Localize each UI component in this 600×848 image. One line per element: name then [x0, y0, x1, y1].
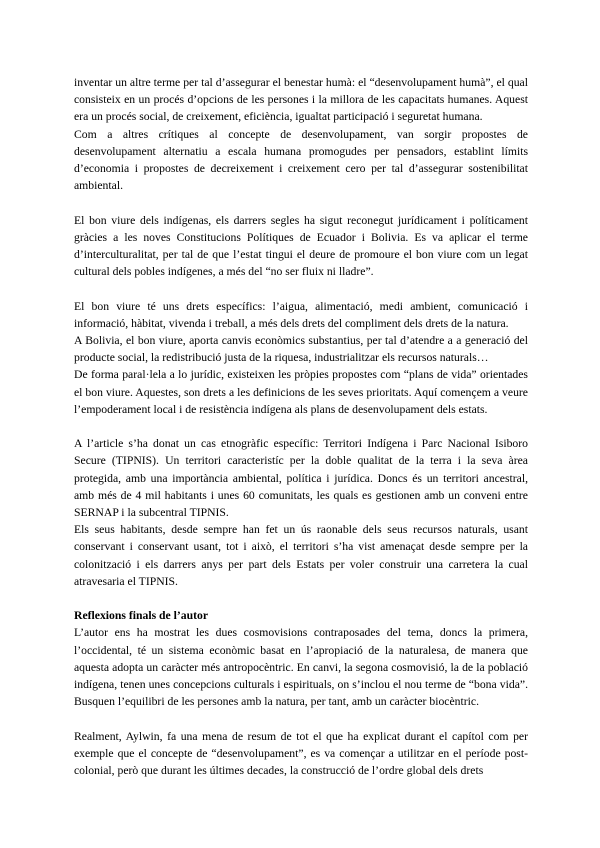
- paragraph-human-development: inventar un altre terme per tal d’assegurar el benestar humà: el “desenvolupament humà”, el qual consisteix en un procés d’opcions de les persones i la millora de les capacitats humanes. Aquest era un procés social, de creixement, eficiència, igualtat participació i seguretat humana.: [74, 76, 528, 124]
- paragraph-two-cosmovisions: L’autor ens ha mostrat les dues cosmovisions contraposades del tema, doncs la primera, l’occidental, té un sistema econòmic basat en l’apropiació de la naturalesa, de manera que aquesta adopta un caràcter més antropocèntric. En canvi, la segona cosmovisió, la de la població indígena, tenen unes concepcions culturals i espirituals, on s’inclou el nou terme de “bona vida”. Busquen l’equilibri de les persones amb la natura, per tant, amb un caràcter biocèntric.: [74, 626, 528, 709]
- section-heading-final-reflections: Reflexions finals de l’autor: [74, 609, 209, 623]
- paragraph-good-living-recognition: El bon viure dels indígenas, els darrers segles ha sigut reconegut jurídicament i políticament gràcies a les noves Constitucions Polítiques de Ecuador i Bolivia. Es va aplicar el terme d’interculturalitat, per tal de que l’estat tingui el deure de promoure el bon viure com un legat cultural dels pobles indígenes, a més del “no ser fluix ni lladre”.: [74, 213, 528, 279]
- paragraph-aylwin-summary: Realment, Aylwin, fa una mena de resum de tot el que ha explicat durant el capítol com per exemple que el concepte de “desenvolupament”, es va començar a utilitzar en el període post-colonial, però que durant les últimes decades, la construcció de l’ordre global dels drets: [74, 729, 528, 778]
- document-page: [74, 74, 528, 779]
- paragraph-good-living-rights: El bon viure té uns drets específics: l’aigua, alimentació, medi ambient, comunicació i informació, hàbitat, vivenda i treball, a més dels drets del compliment dels drets de la natura.: [74, 299, 528, 330]
- paragraph-tipnis-case: A l’article s’ha donat un cas etnogràfic específic: Territori Indígena i Parc Nacional Isiboro Secure (TIPNIS). Un territori caracteristíc per la doble qualitat de la terra i la seva àrea protegida, amb una importància ambiental, política i jurídica. Doncs és un territori ancestral, amb més de 4 mil habitants i unes 60 comunitats, les quals es gestionen amb un conveni entre SERNAP i la subcentral TIPNIS.: [74, 437, 528, 520]
- paragraph-alternative-development: Com a altres crítiques al concepte de desenvolupament, van sorgir propostes de desenvolupament alternatiu a escala humana promogudes per pensadors, establint límits d’economia i propostes de decreixement i creixement cero per tal d’assegurar sostenibilitat ambiental.: [74, 127, 528, 193]
- paragraph-tipnis-inhabitants: Els seus habitants, desde sempre han fet un ús raonable dels seus recursos naturals, usant conservant i conservant usant, tot i això, el territori s’ha vist amenaçat desde sempre per la colonització i els darrers anys per part dels Estats per voler construir una carretera la cual atravesaria el TIPNIS.: [74, 523, 528, 588]
- paragraph-bolivia-economic-changes: A Bolivia, el bon viure, aporta canvis econòmics substantius, per tal d’atendre a a generació del producte social, la redistribució justa de la riquesa, industrialitzar els recursos naturals…: [74, 334, 528, 365]
- paragraph-life-plans: De forma paral·lela a lo jurídic, existeixen les pròpies propostes com “plans de vida” orientades el bon viure. Aquestes, son drets a les definicions de les seves prioritats. Aquí començem a veure l’empoderament local i de resistència indígena als plans de desenvolupament dels estats.: [74, 368, 528, 416]
